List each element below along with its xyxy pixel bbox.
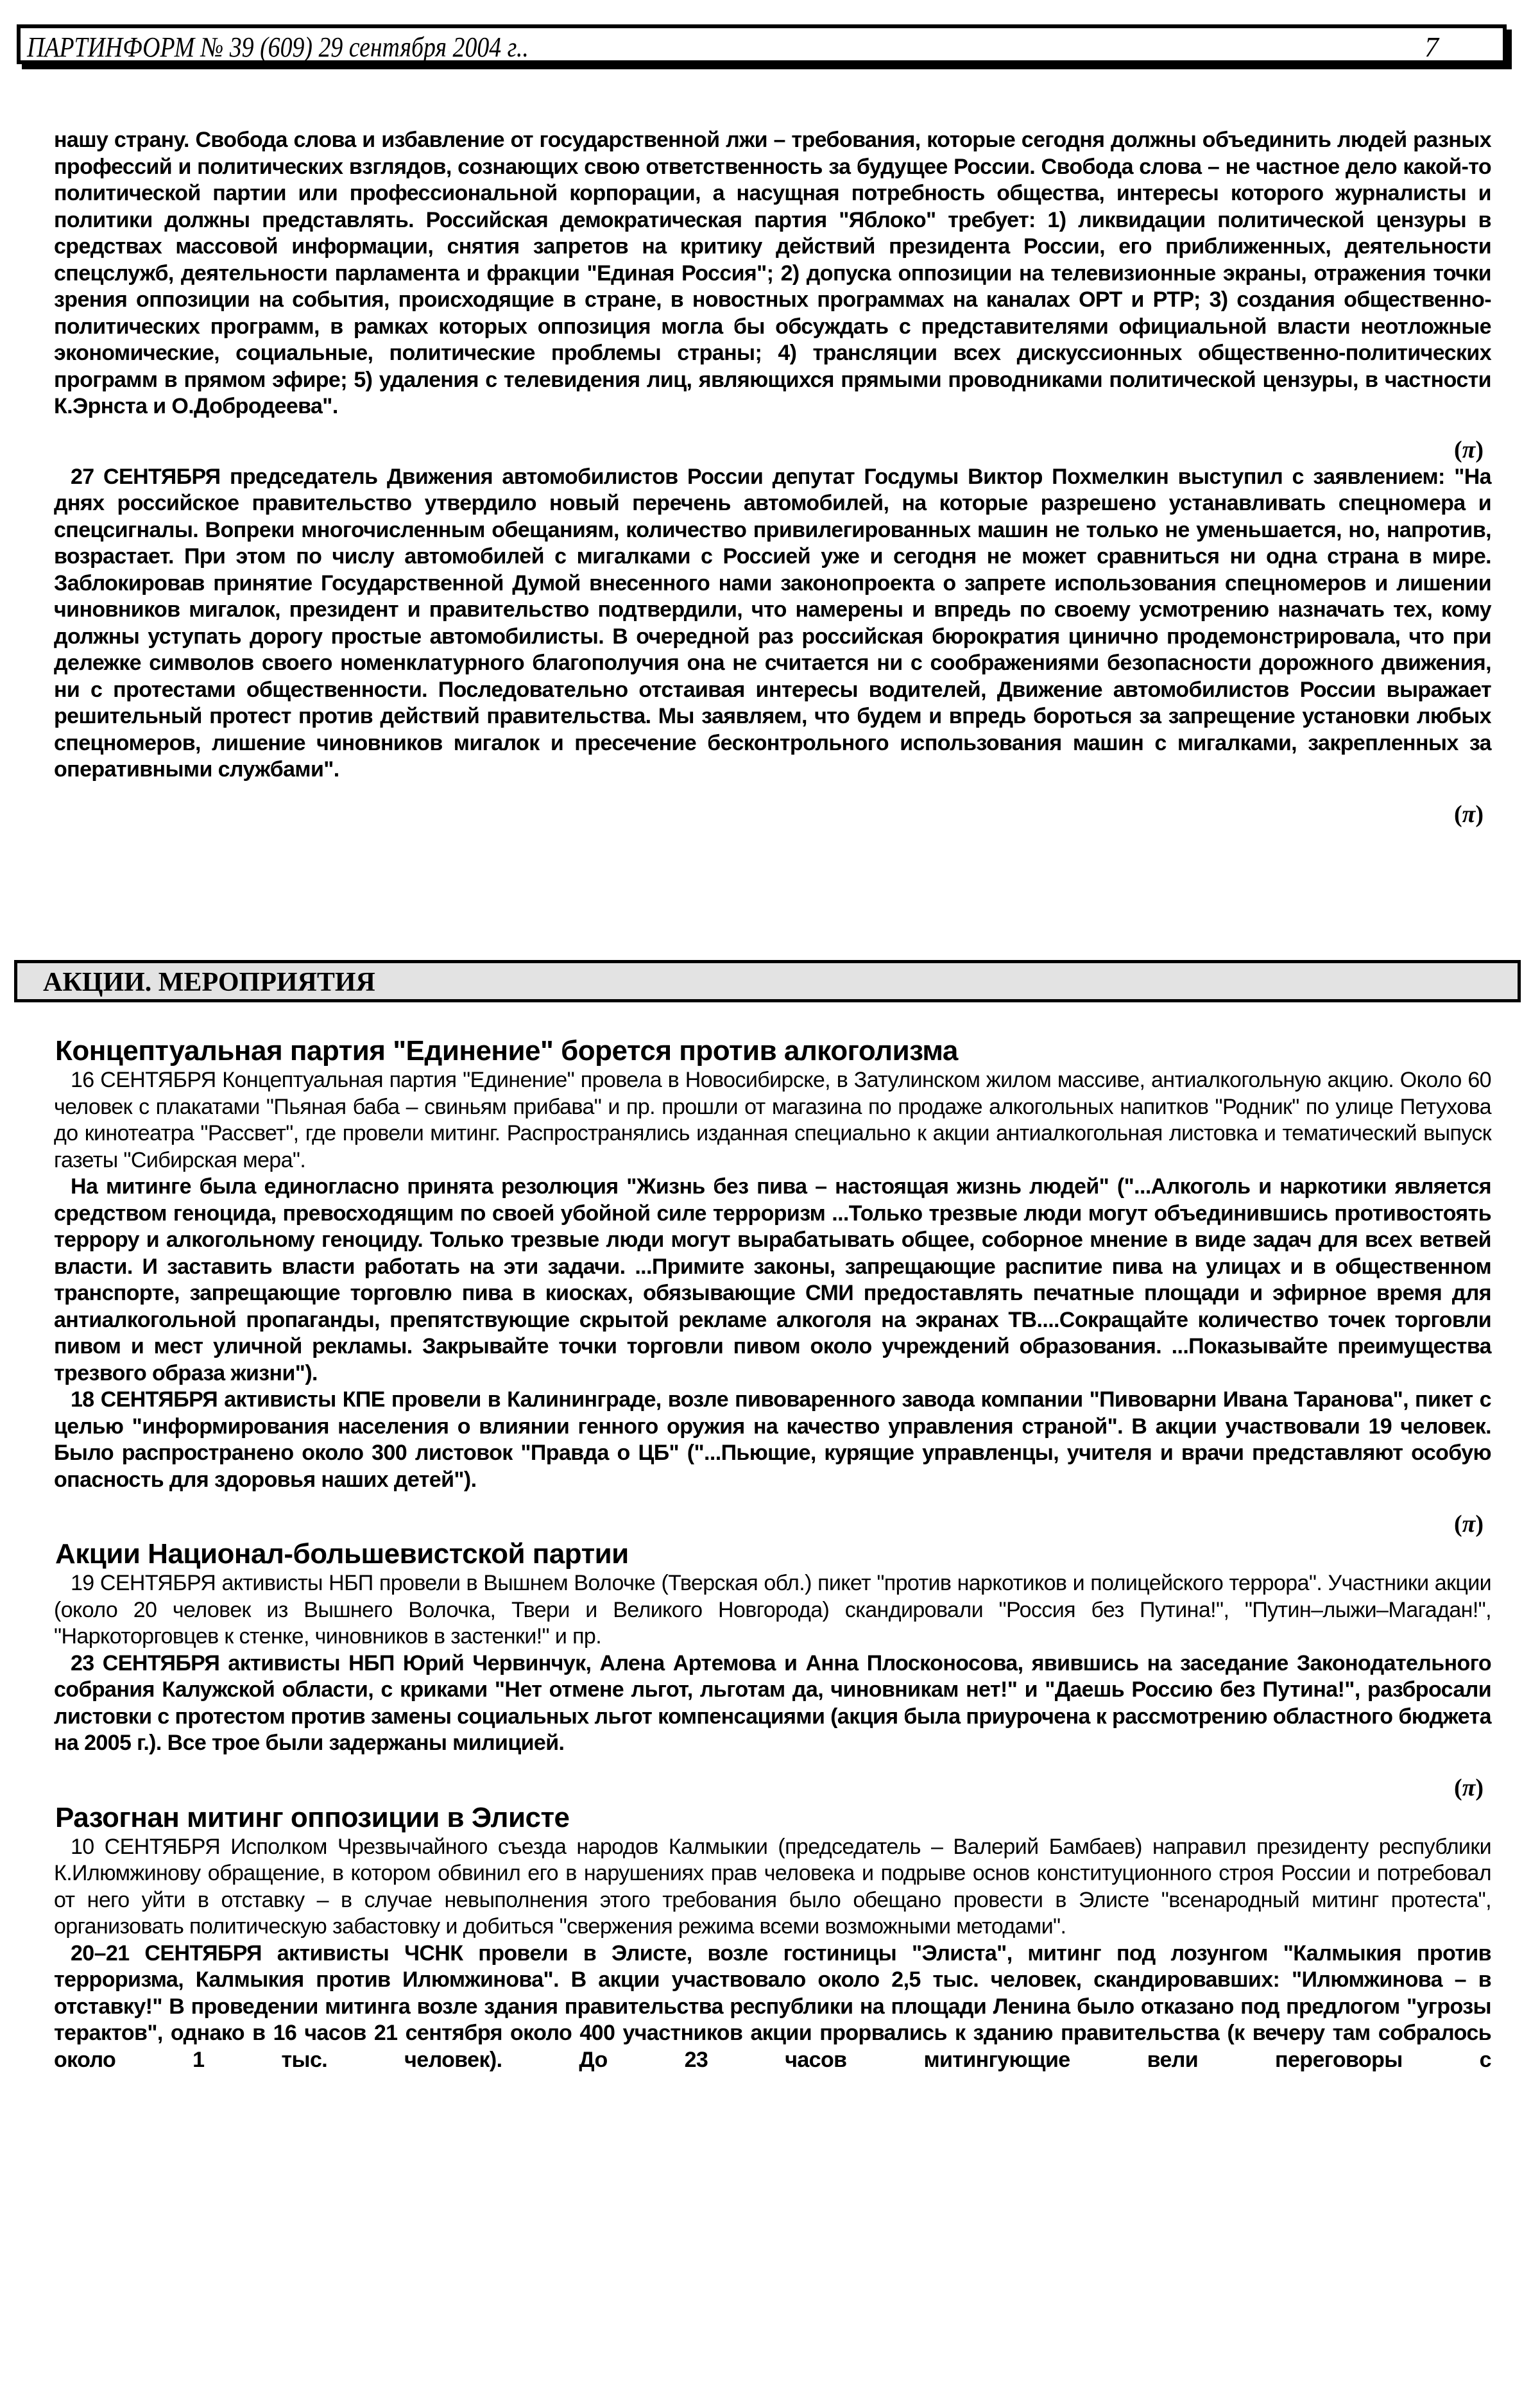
article-title: Акции Национал-большевистской партии bbox=[55, 1538, 629, 1570]
pi-symbol: π bbox=[1462, 800, 1476, 828]
article-elista bbox=[54, 1802, 1491, 2074]
article-paragraph: На митинге была единогласно принята резолюция "Жизнь без пива – настоящая жизнь людей" ("...Алкоголь и наркотики является средством геноцида, превосходящим по своей убойной силе терроризм ...Только трезвые люди могут объединившись противостоять террору и алкогольному геноциду. Только трезвые люди могут вырабатывать общее, соборное мнение в виде задач для всех ветвей власти. И заставить власти работать на эти задачи. ...Примите законы, запрещающие распитие пива на улицах и в общественном транспорте, запрещающие торговлю пива в киосках, обязывающие СМИ предоставлять печатные площади и эфирное время для антиалкогольной пропаганды, препятствующие скрытой рекламе алкоголя на экранах ТВ....Сокращайте количество точек торговли пивом и мест уличной рекламы. Закрывайте точки торговли пивом около учреждений образования. ...Показывайте преимущества трезвого образа жизни"). bbox=[54, 1174, 1491, 1385]
article-paragraph: 16 СЕНТЯБРЯ Концептуальная партия "Единение" провела в Новосибирске, в Затулинском жилом массиве, антиалкогольную акцию. Около 60 человек с плакатами "Пьяная баба – свиньям прибава" и пр. прошли от магазина по продаже алкогольных напитков "Родник" по улице Петухова до кинотеатра "Рассвет", где провели митинг. Распространялись изданная специально к акции антиалкогольная листовка и тематический выпуск газеты "Сибирская мера". bbox=[54, 1068, 1491, 1172]
article-paragraph: 20–21 СЕНТЯБРЯ активисты ЧСНК провели в Элисте, возле гостиницы "Элиста", митинг под лозунгом "Калмыкия против терроризма, Калмыкия против Илюмжинова". В акции участвовало около 2,5 тыс. человек, скандировавших: "Илюмжинова – в отставку!" В проведении митинга возле здания правительства республики на площади Ленина было отказано под предлогом "угрозы терактов", однако в 16 часов 21 сентября около 400 участников акции прорвались к зданию правительства (к вечеру там собралось около 1 тыс. человек). До 23 часов митингующие вели переговоры с bbox=[54, 1941, 1491, 2072]
section-title: АКЦИИ. МЕРОПРИЯТИЯ bbox=[43, 968, 375, 997]
motorists-statement-paragraph: 27 СЕНТЯБРЯ председатель Движения автомобилистов России депутат Госдумы Виктор Похмелкин выступил с заявлением: "На днях российское правительство утвердило новый перечень автомобилей, на которые разрешено устанавливать спецномера и спецсигналы. Вопреки многочисленным обещаниям, количество привилегированных машин не только не уменьшается, но, напротив, возрастает. При этом по числу автомобилей с мигалками с Россией уже и сегодня не может сравниться ни одна страна в мире. Заблокировав принятие Государственной Думой внесенного нами законопроекта о запрете использования спецномеров и лишении чиновников мигалок, президент и правительство подтвердили, что намерены и впредь по своему усмотрению назначать тех, кому должны уступать дорогу простые автомобилисты. В очередной раз российская бюрократия цинично продемонстрировала, что при дележке символов своего номенклатурного благополучия она не считается ни с соображениями безопасности дорожного движения, ни с протестами общественности. Последовательно отстаивая интересы водителей, Движение автомобилистов России выражает решительный протест против действий правительства. Мы заявляем, что будем и впредь бороться за запрещение установки любых спецномеров, лишение чиновников мигалок и пресечение бесконтрольного использования машин с мигалками, закрепленных за оперативными службами". bbox=[54, 464, 1491, 782]
source-mark: (π) bbox=[1453, 436, 1484, 463]
article-nbp bbox=[54, 1538, 1491, 1802]
source-mark: (π) bbox=[1453, 1774, 1484, 1801]
source-mark: (π) bbox=[1453, 800, 1484, 828]
article-title: Концептуальная партия "Единение" борется против алкоголизма bbox=[55, 1035, 958, 1067]
page-number: 7 bbox=[1425, 31, 1439, 63]
pi-symbol: π bbox=[1462, 1511, 1476, 1538]
article-paragraph: 19 СЕНТЯБРЯ активисты НБП провели в Вышнем Волочке (Тверская обл.) пикет "против наркотиков и полицейского террора". Участники акции (около 20 человек из Вышнего Волочка, Твери и Великого Новгорода) скандировали "Россия без Путина!", "Путин–лыжи–Магадан!", "Наркоторговцев к стенке, чиновников в застенки!" и пр. bbox=[54, 1571, 1491, 1649]
articles-section bbox=[54, 1035, 1491, 2073]
article-edinenie bbox=[54, 1035, 1491, 1538]
article-paragraph: 10 СЕНТЯБРЯ Исполком Чрезвычайного съезда народов Калмыкии (председатель – Валерий Бамбаев) направил президенту республики К.Илюмжинову обращение, в котором обвинил его в нарушениях прав человека и подрыве основ конституционного строя России и потребовал от него уйти в отставку – в случае невыполнения этого требования было обещано провести в Элисте "всенародный митинг протеста", организовать политическую забастовку и добиться "свержения режима всеми возможными методами". bbox=[54, 1834, 1491, 1939]
source-mark: (π) bbox=[1453, 1511, 1484, 1538]
pi-symbol: π bbox=[1462, 1774, 1476, 1801]
date-lead: 27 СЕНТЯБРЯ bbox=[71, 464, 221, 489]
section-banner bbox=[14, 960, 1521, 1002]
publication-title: ПАРТИНФОРМ № 39 (609) 29 сентября 2004 г.. bbox=[27, 31, 529, 63]
article-title: Разогнан митинг оппозиции в Элисте bbox=[55, 1801, 570, 1833]
yabloko-statement-paragraph: нашу страну. Свобода слова и избавление от государственной лжи – требования, которые сегодня должны объединить людей разных профессий и политических взглядов, сознающих свою ответственность за будущее России. Свобода слова – не частное дело какой-то политической партии или профессиональной корпорации, а насущная потребность общества, интересы которого журналисты и политики должны представлять. Российская демократическая партия "Яблоко" требует: 1) ликвидации политической цензуры в средствах массовой информации, снятия запретов на критику действий президента России, его приближенных, деятельности спецслужб, деятельности парламента и фракции "Единая Россия"; 2) допуска оппозиции на телевизионные экраны, отражения точки зрения оппозиции на события, происходящие в стране, в новостных программах на каналах ОРТ и РТР; 3) создания общественно-политических программ, в рамках которых оппозиция могла бы обсуждать с представителями официальной власти неотложные экономические, социальные, политические проблемы страны; 4) трансляции всех дискуссионных общественно-политических программ в прямом эфире; 5) удаления с телевидения лиц, являющихся прямыми проводниками политической цензуры, в частности К.Эрнста и О.Добродеева". bbox=[54, 128, 1491, 418]
page-header bbox=[17, 24, 1507, 64]
pi-symbol: π bbox=[1462, 436, 1476, 463]
top-section bbox=[54, 127, 1491, 828]
article-paragraph: 23 СЕНТЯБРЯ активисты НБП Юрий Червинчук, Алена Артемова и Анна Плосконосова, явившись на заседание Законодательного собрания Калужской области, с криками "Нет отмене льгот, льготам да, чиновникам нет!" и "Даешь Россию без Путина!", разбросали листовки с протестом против замены социальных льгот компенсациями (акция была приурочена к рассмотрению областного бюджета на 2005 г.). Все трое были задержаны милицией. bbox=[54, 1650, 1491, 1755]
article-paragraph: 18 СЕНТЯБРЯ активисты КПЕ провели в Калининграде, возле пивоваренного завода компании "Пивоварни Ивана Таранова", пикет с целью "информирования населения о влиянии генного оружия на качество управления страной". В акции участвовали 19 человек. Было распространено около 300 листовок "Правда о ЦБ" ("...Пьющие, курящие управленцы, учителя и врачи представляют особую опасность для здоровья наших детей"). bbox=[54, 1387, 1491, 1492]
